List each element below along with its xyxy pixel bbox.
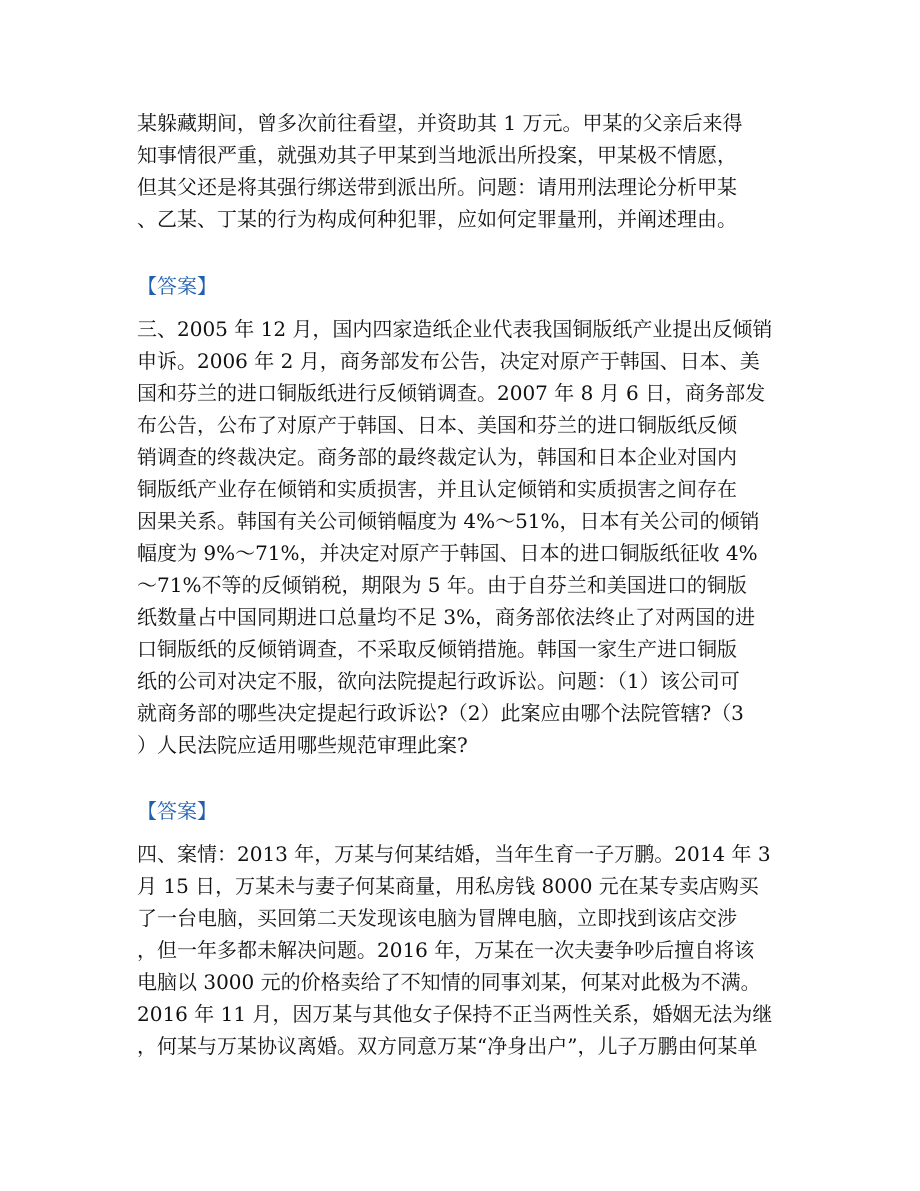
text-line: 申诉。2006 年 2 月，商务部发布公告，决定对原产于韩国、日本、美 <box>137 349 760 373</box>
text-line: 知事情很严重，就强劝其子甲某到当地派出所投案，甲某极不情愿， <box>137 143 737 167</box>
text-line: 幅度为 9%～71%，并决定对原产于韩国、日本的进口铜版纸征收 4% <box>137 541 758 565</box>
text-line: 因果关系。韩国有关公司倾销幅度为 4%～51%，日本有关公司的倾销 <box>137 509 760 533</box>
text-line: 了一台电脑，买回第二天发现该电脑为冒牌电脑，立即找到该店交涉 <box>137 906 737 930</box>
text-line: 就商务部的哪些决定提起行政诉讼?（2）此案应由哪个法院管辖?（3 <box>137 701 744 725</box>
text-line: 布公告，公布了对原产于韩国、日本、美国和芬兰的进口铜版纸反倾 <box>137 413 737 437</box>
text-line: 但其父还是将其强行绑送带到派出所。问题：请用刑法理论分析甲某 <box>137 175 737 199</box>
text-line: 某躲藏期间，曾多次前往看望，并资助其 1 万元。甲某的父亲后来得 <box>137 111 743 135</box>
text-line: 月 15 日，万某未与妻子何某商量，用私房钱 8000 元在某专卖店购买 <box>137 874 759 898</box>
answer-heading-1: 【答案】 <box>137 274 217 298</box>
paragraph-question-four <box>137 838 787 1062</box>
text-line: 电脑以 3000 元的价格卖给了不知情的同事刘某，何某对此极为不满。 <box>137 970 761 994</box>
text-line: ）人民法院应适用哪些规范审理此案? <box>137 733 468 757</box>
text-line: 四、案情：2013 年，万某与何某结婚，当年生育一子万鹏。2014 年 3 <box>137 842 771 866</box>
answer-heading-2: 【答案】 <box>137 799 217 823</box>
text-line: 三、2005 年 12 月，国内四家造纸企业代表我国铜版纸产业提出反倾销 <box>137 317 773 341</box>
text-line: 纸的公司对决定不服，欲向法院提起行政诉讼。问题：（1）该公司可 <box>137 669 740 693</box>
text-line: ，但一年多都未解决问题。2016 年，万某在一次夫妻争吵后擅自将该 <box>137 938 755 962</box>
text-line: 销调查的终裁决定。商务部的最终裁定认为，韩国和日本企业对国内 <box>137 445 737 469</box>
text-line: 铜版纸产业存在倾销和实质损害，并且认定倾销和实质损害之间存在 <box>137 477 737 501</box>
paragraph-question-three <box>137 313 787 761</box>
text-line: 纸数量占中国同期进口总量均不足 3%，商务部依法终止了对两国的进 <box>137 605 756 629</box>
paragraph-case-continuation <box>137 107 787 235</box>
text-line: 2016 年 11 月，因万某与其他女子保持不正当两性关系，婚姻无法为继 <box>137 1002 773 1026</box>
text-line: 口铜版纸的反倾销调查，不采取反倾销措施。韩国一家生产进口铜版 <box>137 637 737 661</box>
text-line: 、乙某、丁某的行为构成何种犯罪，应如何定罪量刑，并阐述理由。 <box>137 207 737 231</box>
text-line: 国和芬兰的进口铜版纸进行反倾销调查。2007 年 8 月 6 日，商务部发 <box>137 381 766 405</box>
text-line: ～71%不等的反倾销税，期限为 5 年。由于自芬兰和美国进口的铜版 <box>137 573 747 597</box>
text-line: ，何某与万某协议离婚。双方同意万某“净身出户”，儿子万鹏由何某单 <box>137 1034 758 1058</box>
